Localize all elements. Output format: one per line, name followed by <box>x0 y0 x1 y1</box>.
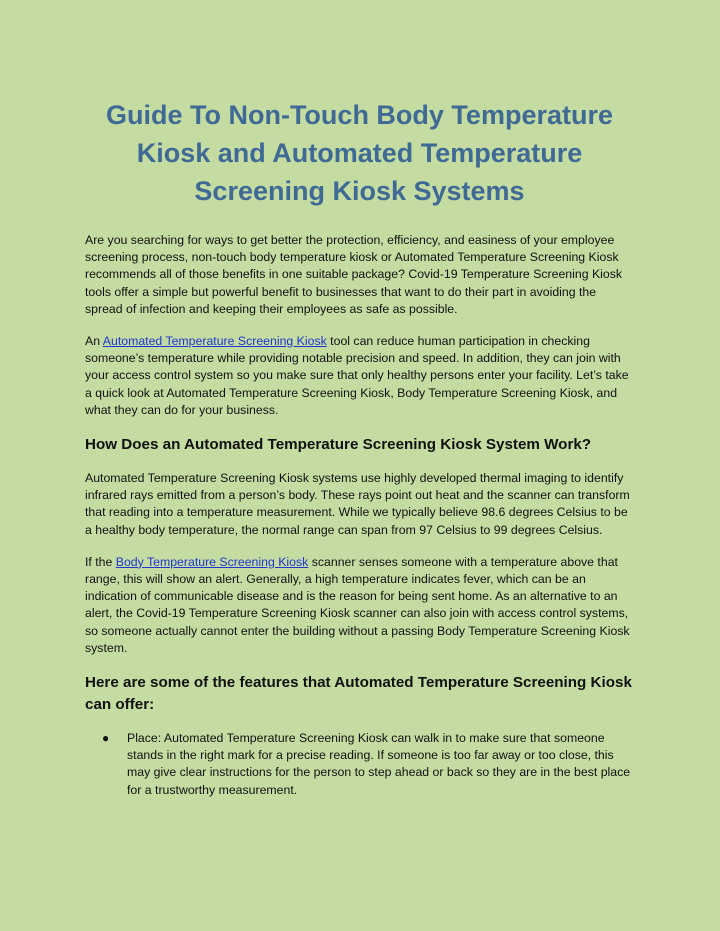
section-heading-how-it-works: How Does an Automated Temperature Screening Kiosk System Work? <box>85 436 592 454</box>
document-title: Guide To Non-Touch Body Temperature Kiosk and Automated Temperature Screening Kiosk Systems <box>105 100 613 206</box>
features-list <box>85 730 634 799</box>
body-temperature-kiosk-link[interactable]: Body Temperature Screening Kiosk <box>115 554 309 569</box>
alert-paragraph <box>85 554 634 657</box>
list-item <box>85 730 634 799</box>
intro-paragraph: Are you searching for ways to get better the protection, efficiency, and easiness of your employee screening process, non-touch body temperature kiosk or Automated Temperature Screening Kiosk recommends all of those benefits in one suitable package? Covid-19 Temperature Screening Kiosk tools offer a simple but powerful benefit to businesses that want to do their part in avoiding the spread of infection and keeping their employees as safe as possible. <box>85 233 623 316</box>
section-heading-features: Here are some of the features that Automated Temperature Screening Kiosk can offer: <box>85 674 632 714</box>
paragraph-text-before-link: If the <box>85 554 116 569</box>
thermal-imaging-paragraph: Automated Temperature Screening Kiosk systems use highly developed thermal imaging to identify infrared rays emitted from a person’s body. These rays point out heat and the scanner can transform that reading into a temperature measurement. While we typically believe 98.6 degrees Celsius to be a healthy body temperature, the normal range can span from 97 Celsius to 99 degrees Celsius. <box>85 471 630 537</box>
list-item-text: Place: Automated Temperature Screening Kiosk can walk in to make sure that someone stands in the right mark for a precise reading. If someone is too far away or too close, this may give clear instructions for the person to step ahead or back so they are in the best place for a trustworthy measurement. <box>127 731 631 797</box>
automated-kiosk-link[interactable]: Automated Temperature Screening Kiosk <box>102 334 327 349</box>
bullet-icon: ● <box>102 731 110 746</box>
paragraph-text-before-link: An <box>85 334 103 349</box>
paragraph-text-after-link: scanner senses someone with a temperature above that range, this will show an alert. Generally, a high temperature indicates fever, which can be an indication of communicable disease and is the reason for being sent home. As an alternative to an alert, the Covid-19 Temperature Screening Kiosk scanner can also join with access control systems, so someone actually cannot enter the building without a passing Body Temperature Screening Kiosk system. <box>85 554 630 655</box>
kiosk-overview-paragraph <box>85 333 634 419</box>
paragraph-text-after-link: tool can reduce human participation in checking someone’s temperature while providing notable precision and speed. In addition, they can join with your access control system so you make sure that only healthy persons enter your facility. Let’s take a quick look at Automated Temperature Screening Kiosk, Body Temperature Screening Kiosk, and what they can do for your business. <box>85 334 629 417</box>
